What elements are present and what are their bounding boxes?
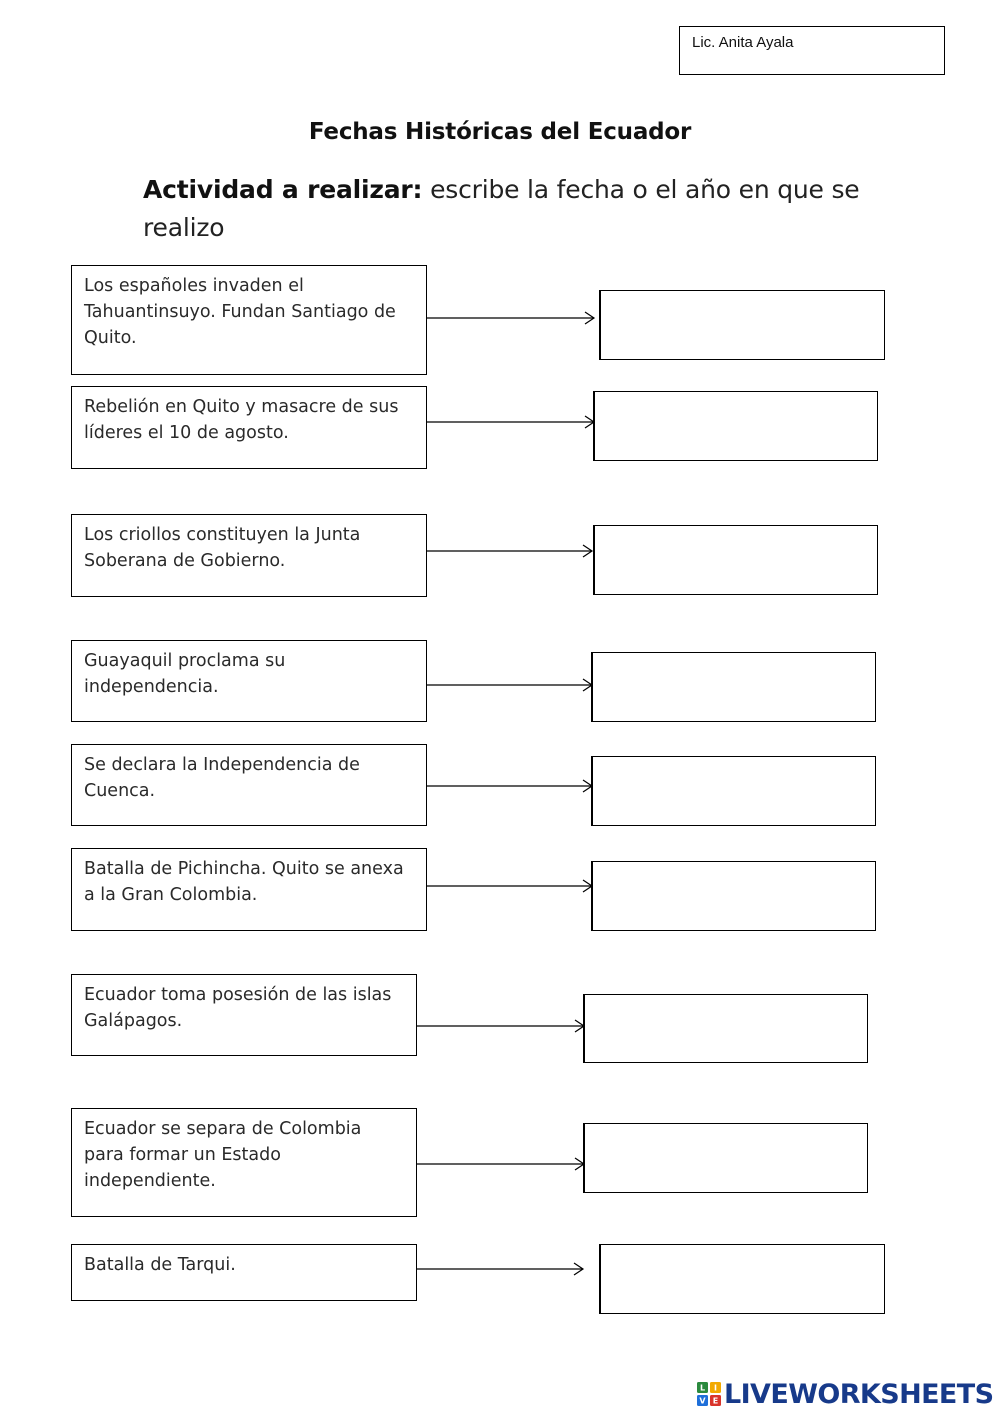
svg-text:I: I	[714, 1383, 717, 1393]
answer-box[interactable]	[599, 1244, 885, 1314]
event-text: Los españoles invaden el Tahuantinsuyo. Fundan Santiago de Quito.	[84, 276, 396, 348]
event-text: Batalla de Pichincha. Quito se anexa a la Gran Colombia.	[84, 859, 404, 905]
answer-box[interactable]	[593, 391, 878, 461]
arrow	[427, 416, 594, 428]
svg-text:E: E	[712, 1396, 719, 1406]
event-text: Los criollos constituyen la Junta Soberana de Gobierno.	[84, 525, 361, 571]
page-title: Fechas Históricas del Ecuador	[308, 119, 692, 145]
answer-box[interactable]	[591, 652, 876, 722]
arrow	[427, 880, 592, 892]
answer-box[interactable]	[599, 290, 885, 360]
instruction-text: escribe la fecha o el año en que se realizo	[143, 175, 860, 242]
arrow	[427, 780, 592, 792]
svg-text:V: V	[699, 1396, 706, 1406]
event-text: Se declara la Independencia de Cuenca.	[84, 755, 360, 801]
arrow	[427, 312, 594, 324]
svg-text:L: L	[699, 1383, 706, 1393]
answer-box[interactable]	[591, 861, 876, 931]
answer-box[interactable]	[583, 1123, 868, 1193]
arrow	[417, 1158, 584, 1170]
answer-box[interactable]	[583, 994, 868, 1063]
event-text: Guayaquil proclama su independencia.	[84, 651, 286, 697]
event-text: Ecuador toma posesión de las islas Galápagos.	[84, 985, 392, 1031]
arrow	[427, 679, 592, 691]
event-text: Batalla de Tarqui.	[84, 1255, 236, 1275]
author-name: Lic. Anita Ayala	[692, 34, 794, 51]
arrow	[417, 1263, 583, 1275]
liveworksheets-logo	[697, 1377, 993, 1411]
arrow	[417, 1020, 584, 1032]
liveworksheets-mark-icon	[697, 1382, 721, 1406]
event-text: Rebelión en Quito y masacre de sus líderes el 10 de agosto.	[84, 397, 399, 443]
event-text: Ecuador se separa de Colombia para formar un Estado independiente.	[84, 1119, 362, 1191]
instruction-lead: Actividad a realizar:	[143, 175, 423, 204]
answer-box[interactable]	[591, 756, 876, 826]
brand-name: LIVEWORKSHEETS	[724, 1378, 994, 1410]
answer-box[interactable]	[593, 525, 878, 595]
arrow	[427, 545, 592, 557]
